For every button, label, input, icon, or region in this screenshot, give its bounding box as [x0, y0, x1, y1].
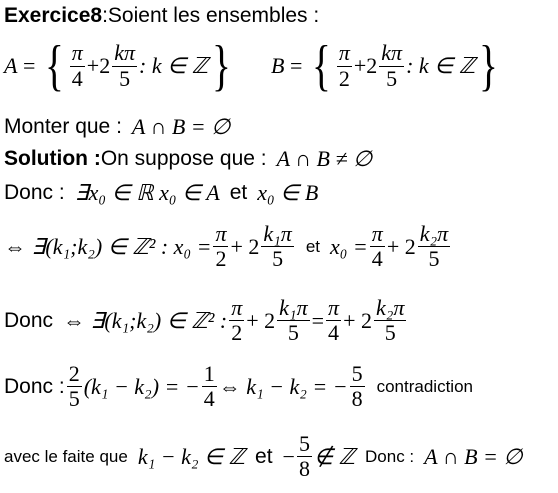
step4-donc: Donc : [4, 374, 65, 398]
set-b-suffix: : k ∈ ℤ [406, 53, 476, 78]
step2-prefix: ⇔ ∃(k₁;k₂) ∈ ℤ² : x₀ = [4, 233, 212, 259]
set-a-frac-pi-4: $\frac{\pi}{4}$ [71, 40, 83, 91]
set-b-frac-pi-2: $\frac{\pi}{2}$ [338, 40, 350, 91]
set-a-suffix: : k ∈ ℤ [139, 53, 209, 78]
conclusion-donc: Donc : [365, 446, 415, 466]
solution-text: On suppose que : [100, 147, 267, 170]
question-prompt: Monter que : [4, 115, 122, 138]
step4-mid: (k₁ − k₂) = − [83, 373, 200, 399]
conclusion-claim: A ∩ B = ∅ [424, 443, 523, 469]
step1-line [4, 180, 318, 206]
exercise-heading [4, 4, 319, 28]
step1-et: et [229, 181, 248, 204]
set-a-open-brace: { [44, 35, 64, 97]
step2-frac-k2pi-5: $\frac{\text{k₂π}}{5}$ [419, 221, 449, 272]
exercise-title: Exercice8 [4, 4, 103, 27]
step4-line [4, 362, 473, 411]
conclusion-frac-5-8: $\frac{5}{8}$ [298, 431, 310, 482]
set-a-close-brace: } [212, 35, 232, 97]
step4-frac-2-5: $\frac{2}{5}$ [68, 361, 80, 412]
step1-donc: Donc : [4, 181, 65, 204]
step3-prefix: ⇔ ∃(k₁;k₂) ∈ ℤ² : [63, 307, 228, 333]
step4-frac-1-4: $\frac{1}{4}$ [203, 361, 215, 412]
set-b-name: B [271, 53, 285, 78]
solution-line [4, 146, 372, 172]
step4-frac-5-8: $\frac{5}{8}$ [351, 361, 363, 412]
hypothesis: A ∩ B ≠ ∅ [276, 146, 373, 171]
step4-impl: ⇔ k₁ − k₂ = − [218, 373, 348, 399]
step4-contradiction: contradiction [376, 376, 473, 396]
step3-frac-pi-4: $\frac{\pi}{4}$ [328, 295, 340, 346]
question-claim: A ∩ B = ∅ [131, 114, 231, 139]
conclusion-math: k₁ − k₂ ∈ ℤ [137, 443, 246, 469]
set-b-frac-kpi-5: $\frac{k\pi}{5}$ [381, 40, 403, 91]
step3-line: Donc ⇔ ∃(k₁;k₂) ∈ ℤ² : $\frac{\pi}{2}$ + 2 $\frac{\text{k₁π}}{5}$ = $\frac{\pi}{4}$ + 2 $\frac{\text{k₂π}}{5}$ [4, 295, 405, 346]
step3-donc: Donc [4, 308, 54, 332]
conclusion-et: et [255, 444, 273, 468]
step1-math: ∃x₀ ∈ ℝ x₀ ∈ A [74, 180, 220, 205]
exercise-intro: :Soient les ensembles : [102, 4, 320, 27]
step3-frac-k2pi-5: $\frac{\text{k₂π}}{5}$ [375, 295, 405, 346]
step2-frac-pi-4: $\frac{\pi}{4}$ [371, 221, 383, 272]
question-line [4, 114, 230, 140]
set-a-frac-kpi-5: $\frac{k\pi}{5}$ [114, 40, 136, 91]
step3-frac-pi-2: $\frac{\pi}{2}$ [231, 295, 243, 346]
conclusion-notin: ∉ ℤ [313, 443, 356, 469]
set-b-open-brace: { [311, 35, 331, 97]
conclusion-text: avec le faite que [4, 446, 128, 466]
set-b-close-brace: } [479, 35, 499, 97]
step2-line: ⇔ ∃(k₁;k₂) ∈ ℤ² : x₀ = $\frac{\pi}{2}$ + 2 $\frac{\text{k₁π}}{5}$ et x₀ = $\frac{\pi}{4}$ + 2 $\frac{\text{k₂π}}{5}$ [4, 221, 449, 272]
set-definitions: A = { $\frac{\pi}{4}$ + 2 $\frac{k\pi}{5}$ : k ∈ ℤ } B = { $\frac{\pi}{2}$ + 2 $\frac{k\pi}{5}$ : k ∈ ℤ } [4, 35, 499, 97]
step1-math-b: x₀ ∈ B [257, 180, 319, 205]
step2-et: et [305, 236, 321, 256]
step2-frac-k1pi-5: $\frac{\text{k₁π}}{5}$ [263, 221, 292, 272]
solution-label: Solution : [4, 147, 101, 170]
conclusion-line: avec le faite que k₁ − k₂ ∈ ℤ et − $\frac{5}{8}$ ∉ ℤ Donc : A ∩ B = ∅ [4, 431, 523, 482]
set-a-name: A [4, 53, 18, 78]
step2-frac-pi-2: $\frac{\pi}{2}$ [215, 221, 227, 272]
step3-frac-k1pi-5: $\frac{\text{k₁π}}{5}$ [279, 295, 308, 346]
